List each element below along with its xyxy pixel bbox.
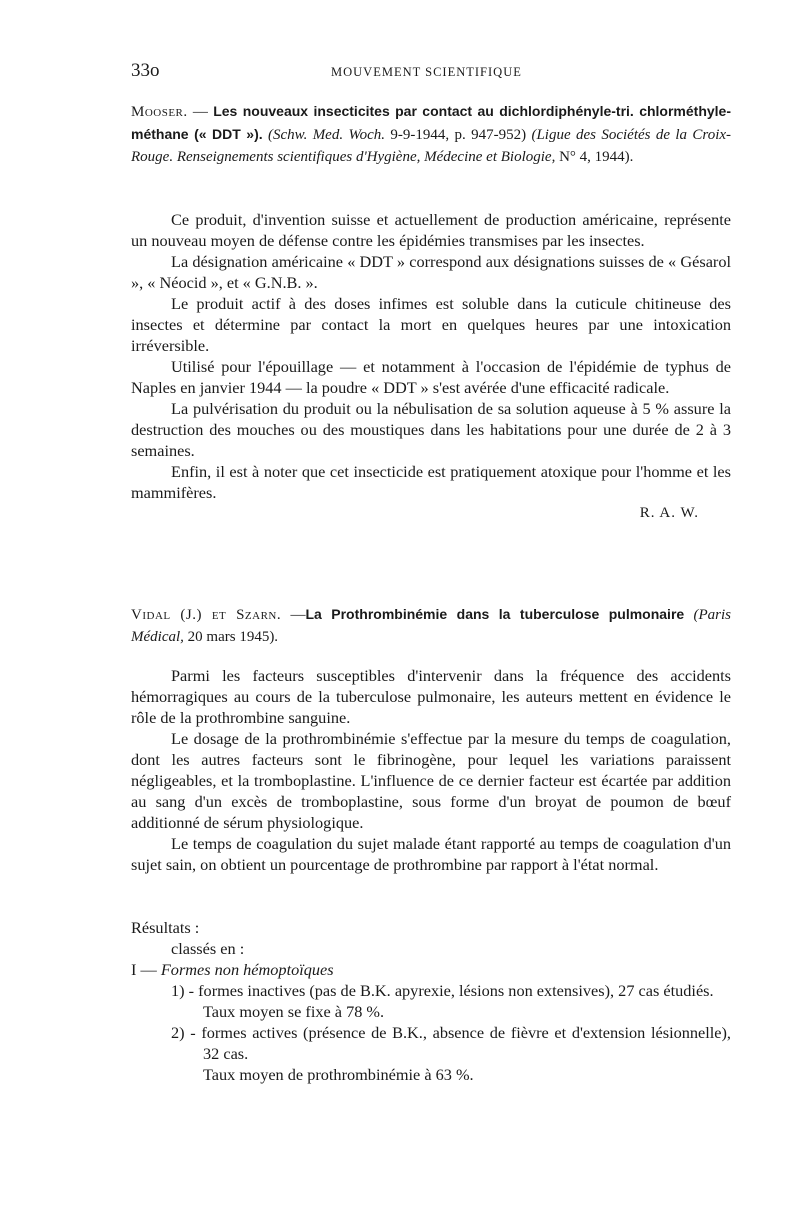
article1-journal: (Schw. Med. Woch. (268, 127, 385, 143)
article1-paragraph: La désignation américaine « DDT » correspond aux désignations suisses de « Gésarol », « Néocid », et « G.N.B. ». (131, 252, 731, 292)
article1-paragraph: Ce produit, d'invention suisse et actuellement de production américaine, représente un nouveau moyen de défense contre les épidémies transmises par les insectes. (131, 210, 731, 250)
article2-title: La Prothrombinémie dans la tuberculose pulmonaire (305, 606, 685, 622)
section-number: I — (131, 960, 157, 979)
running-title: MOUVEMENT SCIENTIFIQUE (331, 65, 522, 79)
section-title: Formes non hémoptoïques (160, 960, 334, 979)
article1-paragraph: Le produit actif à des doses infimes est soluble dans la cuticule chitineuse des insectes et détermine par contact la mort en quelques heures par une intoxication irréversible. (131, 294, 731, 355)
item-rate: Taux moyen se fixe à 78 %. (203, 1002, 385, 1021)
article2-paragraph: Le temps de coagulation du sujet malade étant rapporté au temps de coagulation d'un sujet sain, on obtient un pourcentage de prothrombine par rapport à l'état normal. (131, 834, 731, 874)
item-text: formes actives (présence de B.K., absence de fièvre et d'extension lésionnelle), 32 cas. (201, 1023, 732, 1063)
item-number: 2) - (171, 1023, 196, 1042)
article1-title: Les nouveaux insecticites par contact au dichlordiphényle-tri. chlorméthyle-méthane (« DDT »). (131, 103, 732, 142)
article2-reference (131, 603, 731, 648)
article2-paragraph: Parmi les facteurs susceptibles d'intervenir dans la fréquence des accidents hémorragiques au cours de la tuberculose pulmonaire, les auteurs mettent en évidence le rôle de la prothrombine sanguine. (131, 666, 731, 727)
article2-body (131, 665, 731, 875)
article2-journal: (Paris Médical, (131, 607, 732, 645)
results-list (131, 917, 731, 1085)
page-number: 33o (131, 60, 160, 81)
results-label: Résultats : (131, 918, 200, 937)
article1-signature: R. A. W. (639, 505, 699, 521)
article1-paragraph: Utilisé pour l'épouillage — et notamment à l'occasion de l'épidémie de typhus de Naples en janvier 1944 — la poudre « DDT » s'est avérée d'une efficacité radicale. (131, 357, 731, 397)
article1-paragraph: La pulvérisation du produit ou la nébulisation de sa solution aqueuse à 5 % assure la destruction des mouches ou des moustiques dans les habitations pour une durée de 2 à 3 semaines. (131, 399, 731, 460)
page-header (131, 60, 731, 84)
section-heading (131, 959, 731, 980)
article2-date: 20 mars 1945). (183, 629, 279, 645)
article1-date: 9-9-1944, p. 947-952) (385, 127, 527, 143)
item-text: formes inactives (pas de B.K. apyrexie, lésions non extensives), 27 cas étudiés. (198, 981, 714, 1000)
item-rate: Taux moyen de prothrombinémie à 63 %. (203, 1065, 474, 1084)
list-item (131, 1022, 731, 1064)
article1-paragraph: Enfin, il est à noter que cet insecticide est pratiquement atoxique pour l'homme et les mammifères. (131, 462, 731, 502)
classes-label: classés en : (171, 939, 245, 958)
item-number: 1) - (171, 981, 195, 1000)
article2-author: Vidal (J.) et Szarn. (131, 607, 282, 623)
article1-body (131, 209, 731, 524)
article2-paragraph: Le dosage de la prothrombinémie s'effectue par la mesure du temps de coagulation, dont les autres facteurs sont le fibrinogène, pour lequel les variations paraissent négligeables, et la tromboplastine. L'influence de ce dernier facteur est écartée par addition au sang d'un excès de tromboplastine, sous forme d'un broyat de poumon de bœuf additionné de sérum physiologique. (131, 729, 731, 832)
article1-issue: N° 4, 1944). (555, 149, 634, 165)
article1-dash: — (187, 104, 214, 120)
article1-reference (131, 100, 731, 168)
article1-league: (Ligue des Sociétés de la Croix-Rouge. Renseignements scientifiques d'Hygiène, Médecine et Biologie, (131, 127, 732, 165)
list-item (131, 980, 731, 1001)
article2-dash: — (281, 607, 306, 623)
article1-author: Mooser. (131, 104, 188, 120)
